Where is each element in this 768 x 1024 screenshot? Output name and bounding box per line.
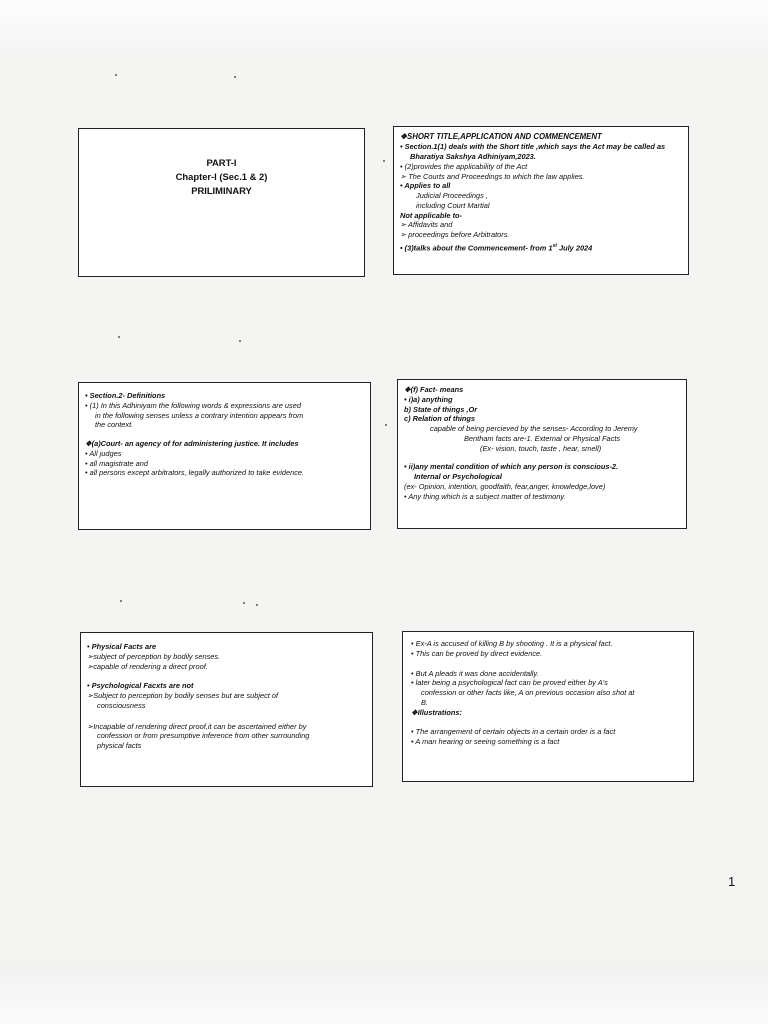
arrow-line: ➢ proceedings before Arbitrators. [400,230,510,240]
scan-speck [243,602,245,604]
bullet-line: • But A pleads it was done accidentally. [411,668,539,678]
text-line: confession or from presumptive inference from other surrounding [97,731,310,741]
scan-speck [256,604,258,606]
text-line: Internal or Psychological [414,472,502,482]
chapter-label: Chapter-I (Sec.1 & 2) [175,171,268,183]
slide-examples [402,631,694,782]
text-line: B. [421,697,428,707]
text-line: capable of being percieved by the senses- According to Jeremy [430,424,638,434]
bullet-line: • Section.1(1) deals with the Short title ,which says the Act may be called as [400,142,666,152]
arrow-line: ➢subject of perception by bodily senses. [87,651,221,661]
arrow-line: ➢ The Courts and Proceedings to which the law applies. [400,171,585,181]
bullet-line: • Ex-A is accused of killing B by shooting . It is a physical fact. [411,639,613,648]
definition-line: ❖(a)Court- an agency of for administering justice. It includes [85,439,299,449]
text-line: the context. [95,420,134,430]
scan-speck [385,424,387,426]
arrow-line: ➢capable of rendering a direct proof. [87,661,208,671]
slide-physical-psychological [80,632,373,787]
bullet-line: • i)a) anything [404,394,453,404]
text-line: physical facts [97,741,142,751]
bullet-line: • later being a psychological fact can be proved either by A's [411,678,608,688]
bullet-line: • Any thing which is a subject matter of testimony. [404,491,566,501]
bullet-line: • Psychological Facxts are not [87,681,194,691]
bullet-line: • Section.2- Definitions [85,391,166,400]
text-line: consciousness [97,700,146,710]
text-line: b) State of things ,Or [404,404,478,414]
text-line: Bentham facts are-1. External or Physical Facts [464,433,621,443]
part-label: PART-I [206,157,237,168]
slide-heading: ❖SHORT TITLE,APPLICATION AND COMMENCEMENT [400,132,602,141]
definition-line: ❖(f) Fact- means [404,385,464,394]
bullet-line: • Applies to all [400,181,451,191]
slide-short-title [393,126,689,275]
bullet-line: • This can be proved by direct evidence. [411,648,543,658]
text-line: Judicial Proceedings , [416,191,488,201]
page-number: 1 [728,874,736,889]
bullet-line: • (1) In this Adhiniyam the following words & expressions are used [85,400,301,410]
text-line: confession or other facts like, A on previous occasion also shot at [421,688,635,698]
slide-title [78,128,365,277]
bullet-line: • ii)any mental condition of which any person is conscious-2. [404,462,619,472]
bullet-line: • The arrangement of certain objects in a certain order is a fact [411,727,616,737]
section-heading: PRILIMINARY [191,185,252,197]
bullet-line: • All judges [85,448,122,458]
text-line: including Court Martial [416,200,490,210]
scan-speck [115,74,117,76]
scan-speck [120,600,122,602]
scan-speck [383,160,385,162]
bullet-line: • all magistrate and [85,458,148,468]
scan-speck [118,336,120,338]
text-line: in the following senses unless a contrary intention appears from [95,410,304,420]
slide-definitions [78,382,371,530]
text-line: Bharatiya Sakshya Adhiniyam,2023. [410,152,536,162]
text-line: Not applicable to- [400,210,463,220]
bullet-line: • Physical Facts are [87,642,157,651]
bullet-line: • A man hearing or seeing something is a fact [411,737,560,747]
arrow-line: ➢ Affidavits and [400,220,453,230]
bullet-line: • (2)provides the applicability of the Act [400,161,528,171]
slide-fact-definition [397,379,687,529]
scan-speck [239,340,241,342]
arrow-line: ➢Incapable of rendering direct proof,it can be ascertained either by [87,721,307,731]
text-line: c) Relation of things [404,414,476,424]
bullet-line: • all persons except arbitrators, legally authorized to take evidence. [85,468,305,478]
text-line: (ex- Opinion, intention, goodfaith, fear,anger, knowledge,love) [404,481,606,491]
arrow-line: ➢Subject to perception by bodily senses but are subject of [87,691,279,701]
illustrations-heading: ❖Illustrations: [411,707,462,717]
text-line: (Ex- vision, touch, taste , hear, smell) [480,443,602,453]
bullet-line: • (3)talks about the Commencement- from 1st July 2024 [400,242,593,253]
scan-speck [234,76,236,78]
